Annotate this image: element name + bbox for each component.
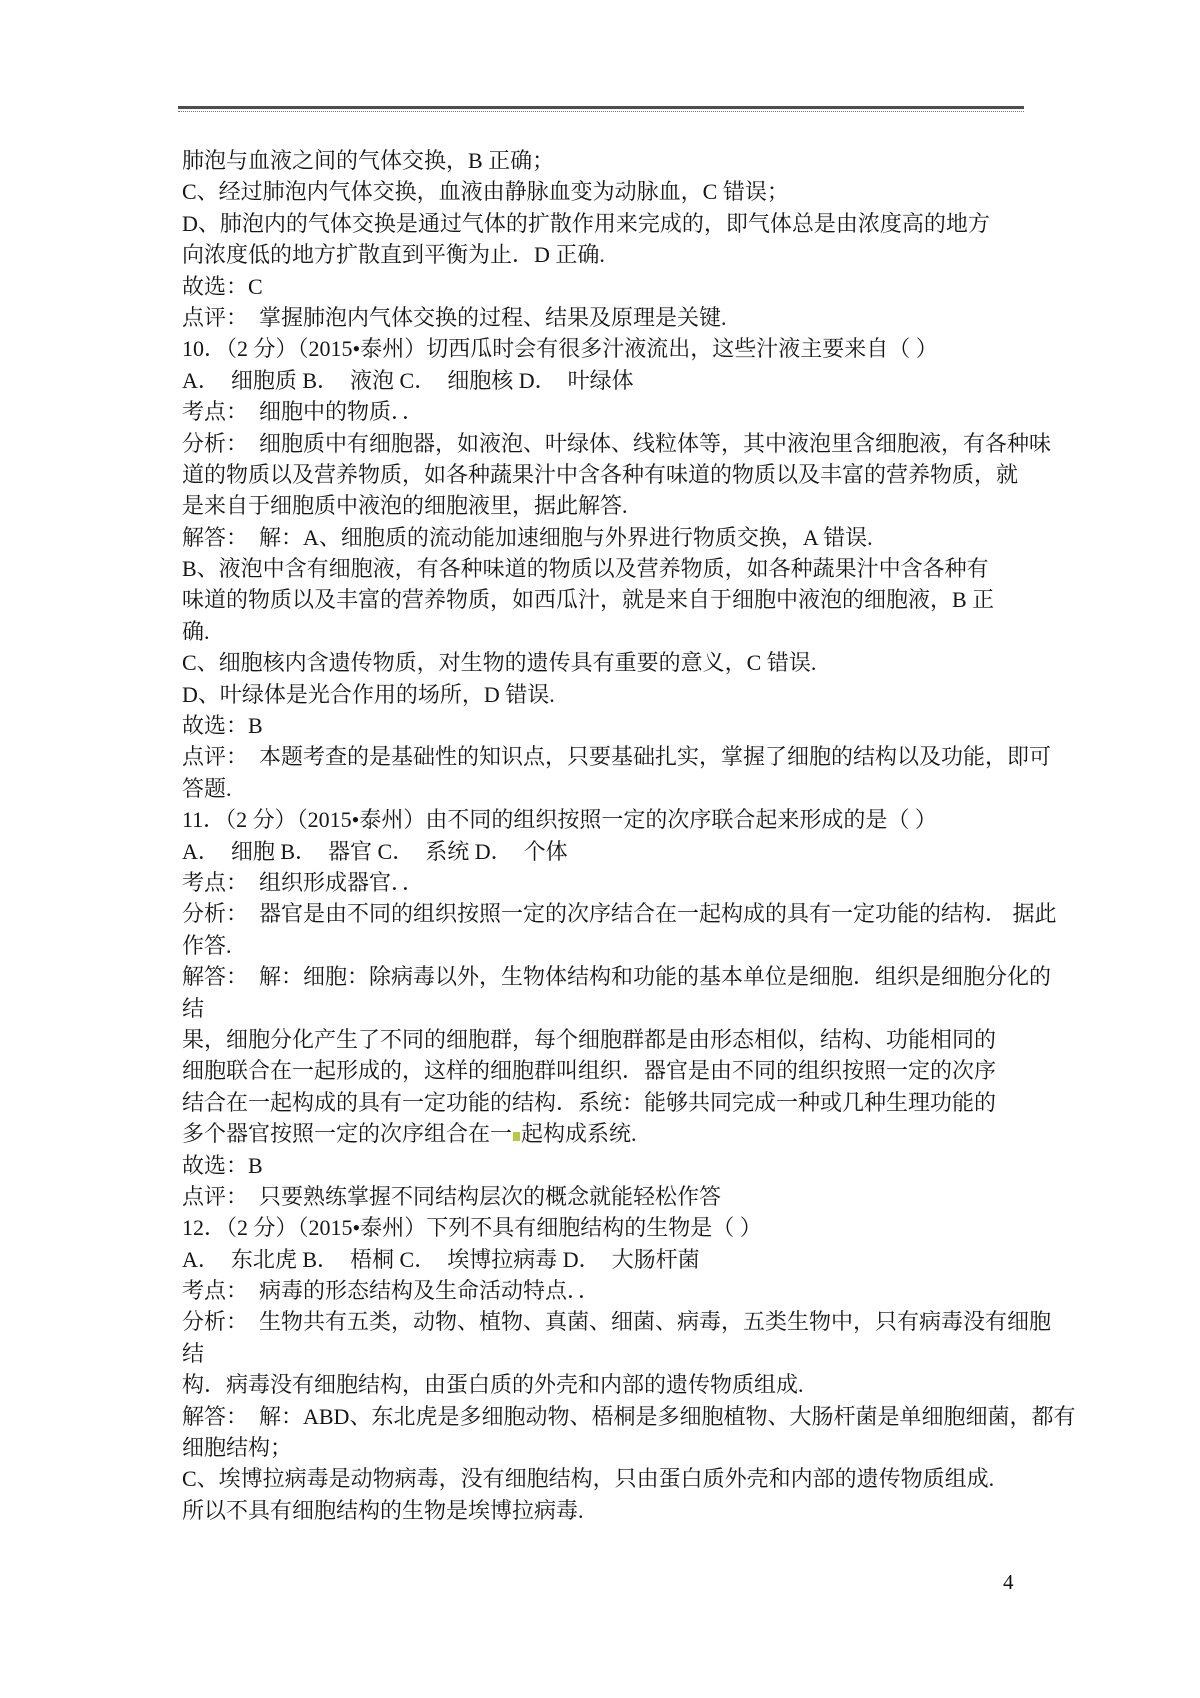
text-line — [182, 1118, 1062, 1149]
text-line: 分析： 生物共有五类，动物、植物、真菌、细菌、病毒，五类生物中，只有病毒没有细胞 — [182, 1309, 1052, 1335]
text-line: 点评： 掌握肺泡内气体交换的过程、结果及原理是关键. — [182, 304, 727, 330]
text-line: 构．病毒没有细胞结构，由蛋白质的外壳和内部的遗传物质组成. — [182, 1372, 804, 1398]
cursor-mark — [513, 1132, 520, 1141]
text-line: 结 — [182, 1340, 205, 1366]
text-line: 作答. — [182, 932, 232, 958]
text-line: 点评： 只要熟练掌握不同结构层次的概念就能轻松作答 — [182, 1183, 722, 1209]
text-line: 分析： 器官是由不同的组织按照一定的次序结合在一起构成的具有一定功能的结构． 据此 — [182, 901, 1057, 927]
text-line: A． 东北虎 B． 梧桐 C． 埃博拉病毒 D． 大肠杆菌 — [182, 1246, 700, 1272]
text-line: D、肺泡内的气体交换是通过气体的扩散作用来完成的，即气体总是由浓度高的地方 — [182, 210, 990, 236]
text-line: D、叶绿体是光合作用的场所，D 错误. — [182, 681, 555, 707]
text-line: 解答： 解：细胞：除病毒以外，生物体结构和功能的基本单位是细胞．组织是细胞分化的 — [182, 964, 1052, 990]
text-line: 所以不具有细胞结构的生物是埃博拉病毒. — [182, 1497, 584, 1523]
text-segment: 起构成系统. — [521, 1121, 637, 1147]
text-line: 故选：B — [182, 713, 263, 739]
header-rule — [178, 106, 1024, 112]
text-line: 结合在一起构成的具有一定功能的结构．系统：能够共同完成一种或几种生理功能的 — [182, 1089, 997, 1115]
text-line: A． 细胞 B． 器官 C． 系统 D． 个体 — [182, 838, 568, 864]
text-line: B、液泡中含有细胞液，有各种味道的物质以及营养物质，如各种蔬果汁中含各种有 — [182, 556, 989, 582]
document-body — [182, 145, 1076, 1526]
text-line: 分析： 细胞质中有细胞器，如液泡、叶绿体、线粒体等，其中液泡里含细胞液，有各种味 — [182, 430, 1052, 456]
text-segment: 多个器官按照一定的次序组合在一 — [182, 1121, 513, 1147]
text-line: 考点： 细胞中的物质．． — [182, 399, 425, 425]
text-line: 考点： 病毒的形态结构及生命活动特点．． — [182, 1278, 601, 1304]
text-line: 故选：C — [182, 273, 263, 299]
text-line: 确. — [182, 618, 210, 644]
text-line: 道的物质以及营养物质，如各种蔬果汁中含各种有味道的物质以及丰富的营养物质，就 — [182, 461, 1019, 487]
text-line: 果，细胞分化产生了不同的细胞群，每个细胞群都是由形态相似，结构、功能相同的 — [182, 1026, 997, 1052]
text-line: A． 细胞质 B． 液泡 C． 细胞核 D． 叶绿体 — [182, 367, 634, 393]
text-line: 故选：B — [182, 1152, 263, 1178]
text-line: 向浓度低的地方扩散直到平衡为止．D 正确. — [182, 242, 605, 268]
text-line: 11．（2 分）（2015•泰州）由不同的组织按照一定的次序联合起来形成的是（ ） — [182, 807, 937, 833]
text-line: C、埃博拉病毒是动物病毒，没有细胞结构，只由蛋白质外壳和内部的遗传物质组成. — [182, 1466, 995, 1492]
text-line: 细胞联合在一起形成的，这样的细胞群叫组织．器官是由不同的组织按照一定的次序 — [182, 1058, 997, 1084]
text-line: 答题. — [182, 775, 232, 801]
text-line: 肺泡与血液之间的气体交换，B 正确； — [182, 148, 555, 173]
page-number: 4 — [1003, 1570, 1014, 1594]
text-line: 解答： 解：ABD、东北虎是多细胞动物、梧桐是多细胞植物、大肠杆菌是单细胞细菌，都有 — [182, 1403, 1076, 1429]
text-line: 10．（2 分）（2015•泰州）切西瓜时会有很多汁液流出，这些汁液主要来自（ ） — [182, 336, 938, 362]
text-line: 结 — [182, 995, 205, 1021]
text-line: 解答： 解：A、细胞质的流动能加速细胞与外界进行物质交换，A 错误. — [182, 524, 873, 550]
text-line: 是来自于细胞质中液泡的细胞液里，据此解答. — [182, 493, 628, 519]
text-line: 点评： 本题考查的是基础性的知识点，只要基础扎实，掌握了细胞的结构以及功能，即可 — [182, 744, 1052, 770]
text-line: 细胞结构； — [182, 1435, 293, 1461]
text-line: 12．（2 分）（2015•泰州）下列不具有细胞结构的生物是（ ） — [182, 1215, 762, 1241]
text-line: C、经过肺泡内气体交换，血液由静脉血变为动脉血，C 错误； — [182, 179, 789, 205]
text-line: 味道的物质以及丰富的营养物质，如西瓜汁，就是来自于细胞中液泡的细胞液，B 正 — [182, 587, 995, 613]
text-line: 考点： 组织形成器官．． — [182, 869, 425, 895]
text-line: C、细胞核内含遗传物质，对生物的遗传具有重要的意义，C 错误. — [182, 650, 817, 676]
